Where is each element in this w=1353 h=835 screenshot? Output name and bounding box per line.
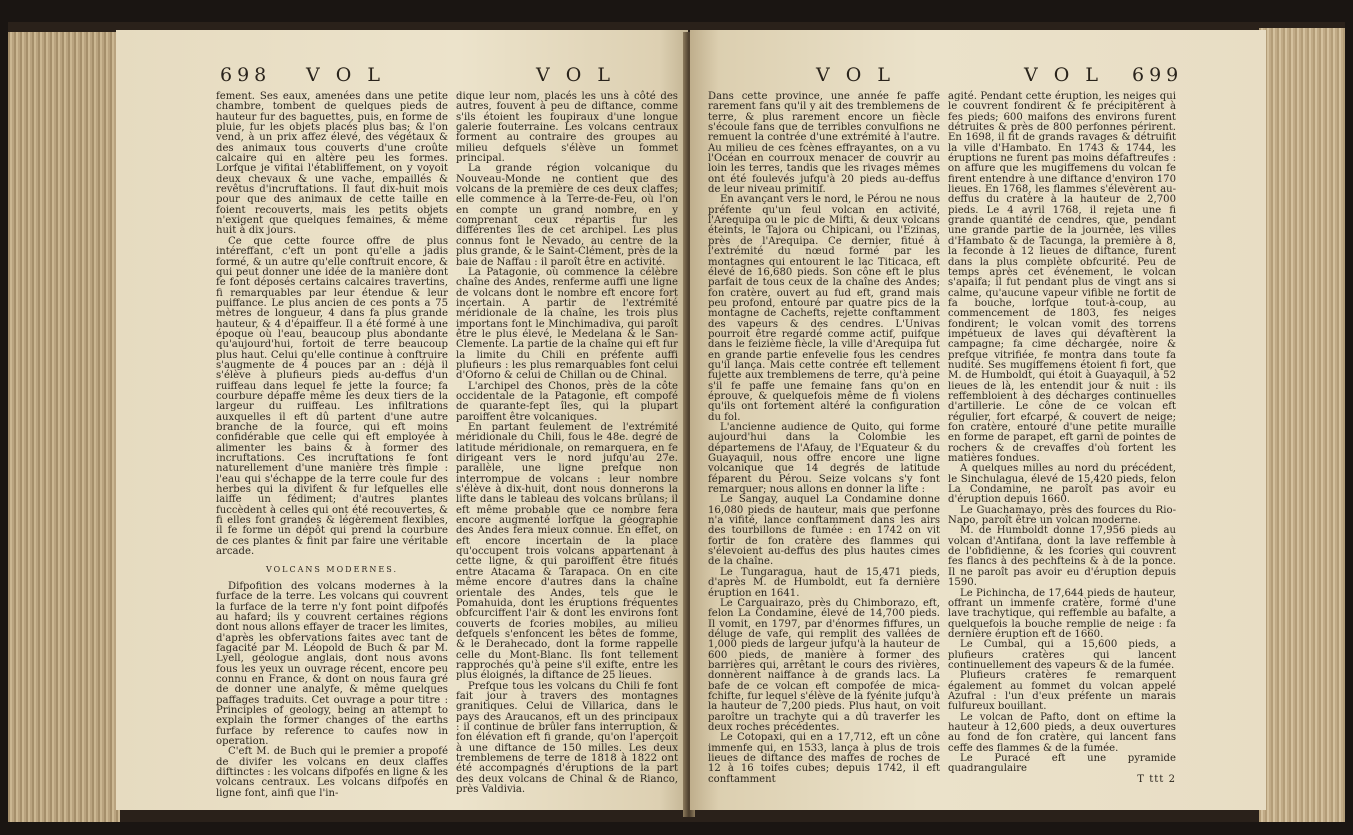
paragraph: En avançant vers le nord, le Pérou ne nous préfente qu'un feul volcan en activité, l'Arequipa ou le pic de Mifti, & deux volcans éteints, le Tajora ou Chipicani, ou l'Ezinas, près de l'Arequipa. Ce dernier, fitué à l'extrémité du nœud formé par les montagnes qui entourent le lac Titicaca, eft élevé de 16,680 pieds. Son cône eft le plus parfait de tous ceux de la chaîne des Andes; fon cratère, ouvert au fud eft, grand mais peu profond, entouré par quatre pics de la montagne de Cachefts, rejette conftamment des vapeurs & des cendres. L'Univas pourroit être regardé comme actif, puifque dans le feizième fiècle, la ville d'Arequipa fut en grande partie enfevelie fous les cendres qu'il lança. Mais cette contrée eft tellement fujette aux tremblemens de terre, qu'à peine s'il fe paffe une femaine fans qu'on en éprouve, & quelquefois même de fi violens qu'ils ont fortement altéré la configuration du fol. xyxy=(708,194,940,423)
running-head-left-2: V O L xyxy=(536,64,615,86)
left-page-column-2 xyxy=(456,92,678,795)
paragraph: En partant feulement de l'extrémité méridionale du Chili, fous le 48e. degré de latitude méridionale, on remarquera, en fe dirigeant vers le nord jufqu'au 27e. parallèle, une ligne prefque non interrompue de volcans : leur nombre s'élève à dix-huit, dont nous donnerons la lifte dans le tableau des volcans brûlans; il eft même probable que ce nombre fera encore augmenté lorfque la géographie des Andes fera mieux connue. En effet, on eft encore incertain de la place qu'occupent trois volcans appartenant à cette ligne, & qui paroiffent être fitués entre Atacama & Tarapaca. On en cite même encore d'autres dans la chaîne orientale des Andes, tels que le Pomahuida, dont les éruptions fréquentes obfcurciffent l'air & dont les environs font couverts de fcories mobiles, au milieu defquels s'enfoncent les bêtes de fomme, & le Derahecado, dont la forme rappelle celle du Mont-Blanc. Ils font tellement rapprochés qu'à peine s'il exifte, entre les plus éloignés, la diftance de 25 lieues. xyxy=(456,422,678,682)
paragraph: Le Carguairazo, près du Chimborazo, eft, felon La Condamine, élevé de 14,700 pieds. Il vomit, en 1797, par d'énormes fiffures, un déluge de vafe, qui remplit des vallées de 1,000 pieds de largeur jufqu'à la hauteur de 600 pieds, de manière à former des barrières qui, arrêtant le cours des rivières, donnèrent naiffance à de grands lacs. La bafe de ce volcan eft compofée de mica-fchifte, fur lequel s'élève de la fyénite jufqu'à la hauteur de 7,200 pieds. Plus haut, on voit paroître un trachyte qui a dû traverfer les deux roches précédentes. xyxy=(708,597,940,733)
book xyxy=(8,22,1345,822)
left-page-column-1 xyxy=(216,92,448,799)
paragraph: fement. Ses eaux, amenées dans une petite chambre, tombent de quelques pieds de hauteur fur des baguettes, puis, en forme de pluie, fur les objets placés plus bas; & l'on vend, à un prix affez élevé, des végétaux & des animaux tous couverts d'une croûte calcaire qui en altère peu les formes. Lorfque je vifitai l'établiffement, on y voyoit deux chevaux & une vache, empaillés & revêtus d'incruftations. Il faut dix-huit mois pour que des animaux de cette taille en foient recouverts, mais les petits objets n'exigent que quelques femaines, & même huit à dix jours. xyxy=(216,91,448,237)
paragraph: Dans cette province, une année fe paffe rarement fans qu'il y ait des tremblemens de terre, & plus rarement encore un fiècle s'écoule fans que de terribles convulfions ne remuent la contrée d'une extrémité à l'autre. Au milieu de ces fcènes effrayantes, on a vu l'Océan en courroux menacer de couvrir au loin les terres, tandis que les rivages mêmes ont été foulevés jufqu'à 20 pieds au-deffus de leur niveau primitif. xyxy=(708,91,940,196)
right-page-edges xyxy=(1259,28,1345,822)
paragraph: Le Puracé eft une pyramide quadrangulaire xyxy=(948,753,1176,775)
paragraph: Prefque tous les volcans du Chili fe font fait jour à travers des montagnes granitiques. Celui de Villarica, dans le pays des Araucanos, eft un des principaux : il continue de brûler fans interruption, & fon élévation eft fi grande, qu'on l'aperçoit à une diftance de 150 milles. Les deux tremblemens de terre de 1818 à 1822 ont été accompagnés d'éruptions de la part des deux volcans de Chinal & de Rianco, près Valdivia. xyxy=(456,680,678,796)
paragraph: Le Cumbal, qui a 15,600 pieds, a plufieurs cratères qui lancent continuellement des vapeurs & de la fumée. xyxy=(948,639,1176,671)
running-head-right-2: V O L xyxy=(1024,64,1103,86)
running-head-left-1: V O L xyxy=(306,64,385,86)
paragraph: Le Pichincha, de 17,644 pieds de hauteur, offrant un immenfe cratère, formé d'une lave trachytique, qui reffemble au bafalte, a quelquefois la bouche remplie de neige : fa dernière éruption eft de 1660. xyxy=(948,587,1176,640)
paragraph: A quelques milles au nord du précédent, le Sinchulagua, élevé de 15,420 pieds, felon La Condamine, ne paroît pas avoir eu d'éruption depuis 1660. xyxy=(948,463,1176,506)
paragraph: La grande région volcanique du Nouveau-Monde ne contient que des volcans de la première de ces deux claffes; elle commence à la Terre-de-Feu, où l'on en compte un grand nombre, en y comprenant ceux répartis fur les différentes îles de cet archipel. Les plus connus font le Nevado, au centre de la plus grande, & le Saint-Clément, près de la baie de Naffau : il paroît être en activité. xyxy=(456,163,678,268)
section-heading: VOLCANS MODERNES. xyxy=(265,565,399,575)
paragraph: Le volcan de Pafto, dont on eftime la hauteur à 12,600 pieds, a deux ouvertures au fond de fon cratère, qui lancent fans ceffe des flammes & de la fumée. xyxy=(948,711,1176,754)
paragraph: Le Sangay, auquel La Condamine donne 16,080 pieds de hauteur, mais que perfonne n'a vifité, lance conftamment dans les airs des tourbillons de fumée : en 1742 on vit fortir de fon cratère des flammes qui s'élevoient au-deffus des plus hautes cimes de la chaîne. xyxy=(708,494,940,568)
paragraph: agité. Pendant cette éruption, les neiges qui le couvrent fondirent & fe précipitèrent à fes pieds; 600 maifons des environs furent détruites & près de 800 perfonnes périrent. En 1698, il fit de grands ravages & détruifit la ville d'Hambato. En 1743 & 1744, les éruptions ne furent pas moins défaftreufes : on affure que les mugiffemens du volcan fe firent entendre à une diftance d'environ 170 lieues. En 1768, les flammes s'élevèrent au-deffus du cratère à la hauteur de 2,700 pieds. Le 4 avril 1768, il rejeta une fi grande quantité de cendres, que, pendant une grande partie de la journée, les villes d'Hambato & de Tacunga, la première à 8, la feconde à 12 lieues de diftance, furent dans la plus complète obfcurité. Peu de temps après cet événement, le volcan s'apaifa; il fut pendant plus de vingt ans si calme, qu'aucune vapeur vifible ne fortit de fa bouche, lorfque tout-à-coup, au commencement de 1803, fes neiges fondirent; le volcan vomit des torrens impétueux de laves qui dévaftèrent la campagne; fa cime déchargée, noire & prefque vitrifiée, fe montra dans toute fa nudité. Ses mugiffemens étoient fi fort, que M. de Humboldt, qui étoit à Guayaquil, à 52 lieues de là, les entendit jour & nuit : ils reffembloient à des décharges continuelles d'artillerie. Le cône de ce volcan eft régulier, fort efcarpé, & couvert de neige; fon cratère, entouré d'une petite muraille en forme de parapet, eft garni de pointes de rochers & de crevaffes d'où fortent les matières fondues. xyxy=(948,91,1176,465)
paragraph: Le Guachamayo, près des fources du Rio-Napo, paroît être un volcan moderne. xyxy=(948,504,1176,527)
paragraph: La Patagonie, où commence la célèbre chaîne des Andes, renferme auffi une ligne de volcans dont le nombre eft encore fort incertain. A partir de l'extrémité méridionale de la chaîne, les trois plus importans font le Minchimadiva, qui paroît être le plus élevé, le Medelana & le San-Clemente. La partie de la chaîne qui eft fur la limite du Chili en préfente auffi plufieurs : les plus remarquables font celui d'Oforno & celui de Chillan ou de Chinal. xyxy=(456,266,678,382)
running-head-right-1: V O L xyxy=(816,64,895,86)
paragraph: dique leur nom, placés les uns à côté des autres, fouvent à peu de diftance, comme s'ils étoient les foupiraux d'une longue galerie fouterraine. Les volcans centraux forment au contraire des groupes au milieu defquels s'élève un fommet principal. xyxy=(456,91,678,165)
paragraph: Ce que cette fource offre de plus intéreffant, c'eft un pont qu'elle a jadis formé, & un autre qu'elle conftruit encore, & qui peut donner une idée de la manière dont fe font déposés certains calcaires travertins, fi remarquables par leur étendue & leur puiffance. Le plus ancien de ces ponts a 75 mètres de longueur, 4 dans fa plus grande hauteur, & 4 d'épaiffeur. Il a été formé à une époque où l'eau, beaucoup plus abondante qu'aujourd'hui, fortoit de terre beaucoup plus haut. Celui qu'elle continue à conftruire s'augmente de 4 pouces par an : déjà il s'élève à plufieurs pieds au-deffus d'un ruiffeau dans lequel fe jette la fource; fa courbure dépaffe même les deux tiers de la largeur du ruiffeau. Les infiltrations auxquelles il eft dû partent d'une autre branche de la fource, qui eft moins confidérable que celle qui eft employée à alimenter les bains & à former des incruftations. Ces incruftations fe font naturellement d'une manière très fimple : l'eau qui s'échappe de la terre coule fur des herbes qui la divifent & fur lefquelles elle laiffe un fédiment; d'autres plantes fuccèdent à celles qui ont été recouvertes, & fi elles font grandes & légèrement flexibles, il fe forme un dépôt qui prend la courbure de ces plantes & finit par faire une véritable arcade. xyxy=(216,235,448,558)
right-page xyxy=(690,30,1266,810)
page-number-right: 699 xyxy=(1132,64,1184,86)
page-number-left: 698 xyxy=(220,64,272,86)
paragraph: Le Tungaragua, haut de 15,471 pieds, d'après M. de Humboldt, eut fa dernière éruption en 1641. xyxy=(708,566,940,599)
catchword: T ttt 2 xyxy=(1137,773,1176,785)
right-page-column-2 xyxy=(948,92,1176,785)
paragraph: Le Cotopaxi, qui en a 17,712, eft un cône immenfe qui, en 1533, lança à plus de trois lieues de diftance des maffes de roches de 12 à 16 toifes cubes; depuis 1742, il eft conftamment xyxy=(708,732,940,785)
paragraph: Plufieurs cratères fe remarquent également au fommet du volcan appelé Azufral : l'un d'eux préfente un marais fulfureux bouillant. xyxy=(948,670,1176,713)
left-page-edges xyxy=(8,32,120,822)
paragraph: M. de Humboldt donne 17,956 pieds au volcan d'Antifana, dont la lave reffemble à de l'obfidienne, & les fcories qui couvrent fes flancs à des pechfteins & à de la ponce. Il ne paroît pas avoir eu d'éruption depuis 1590. xyxy=(948,525,1176,589)
paragraph: L'ancienne audience de Quito, qui forme aujourd'hui dans la Colombie les départemens de l'Afauy, de l'Equateur & du Guayaquil, nous offre encore une ligne volcanique que 14 degrés de latitude féparent du Pérou. Seize volcans s'y font remarquer; nous allons en donner la lifte : xyxy=(708,422,940,496)
paragraph: C'eft M. de Buch qui le premier a propofé de divifer les volcans en deux claffes diftinctes : les volcans difpofés en ligne & les volcans centraux. Les volcans difpofés en ligne font, ainfi que l'in- xyxy=(216,746,448,799)
paragraph: L'archipel des Chonos, près de la côte occidentale de la Patagonie, eft compofé de quarante-fept îles, qui la plupart paroiffent être volcaniques. xyxy=(456,380,678,423)
paragraph: Difpofition des volcans modernes à la furface de la terre. Les volcans qui couvrent la furface de la terre n'y font point difpofés au hafard; ils y couvrent certaines régions dont nous allons effayer de tracer les limites, d'après les obfervations faites avec tant de fagacité par M. Léopold de Buch & par M. Lyell, géologue anglais, dont nous avons fous les yeux un ouvrage récent, encore peu connu en France, & dont on nous faura gré de donner une analyfe, & même quelques paffages traduits. Cet ouvrage a pour titre : Principles of geology, being an attempt to explain the former changes of the earths furface by reference to caufes now in operation. xyxy=(216,580,448,747)
right-page-column-1 xyxy=(708,92,940,785)
left-page xyxy=(116,30,688,810)
